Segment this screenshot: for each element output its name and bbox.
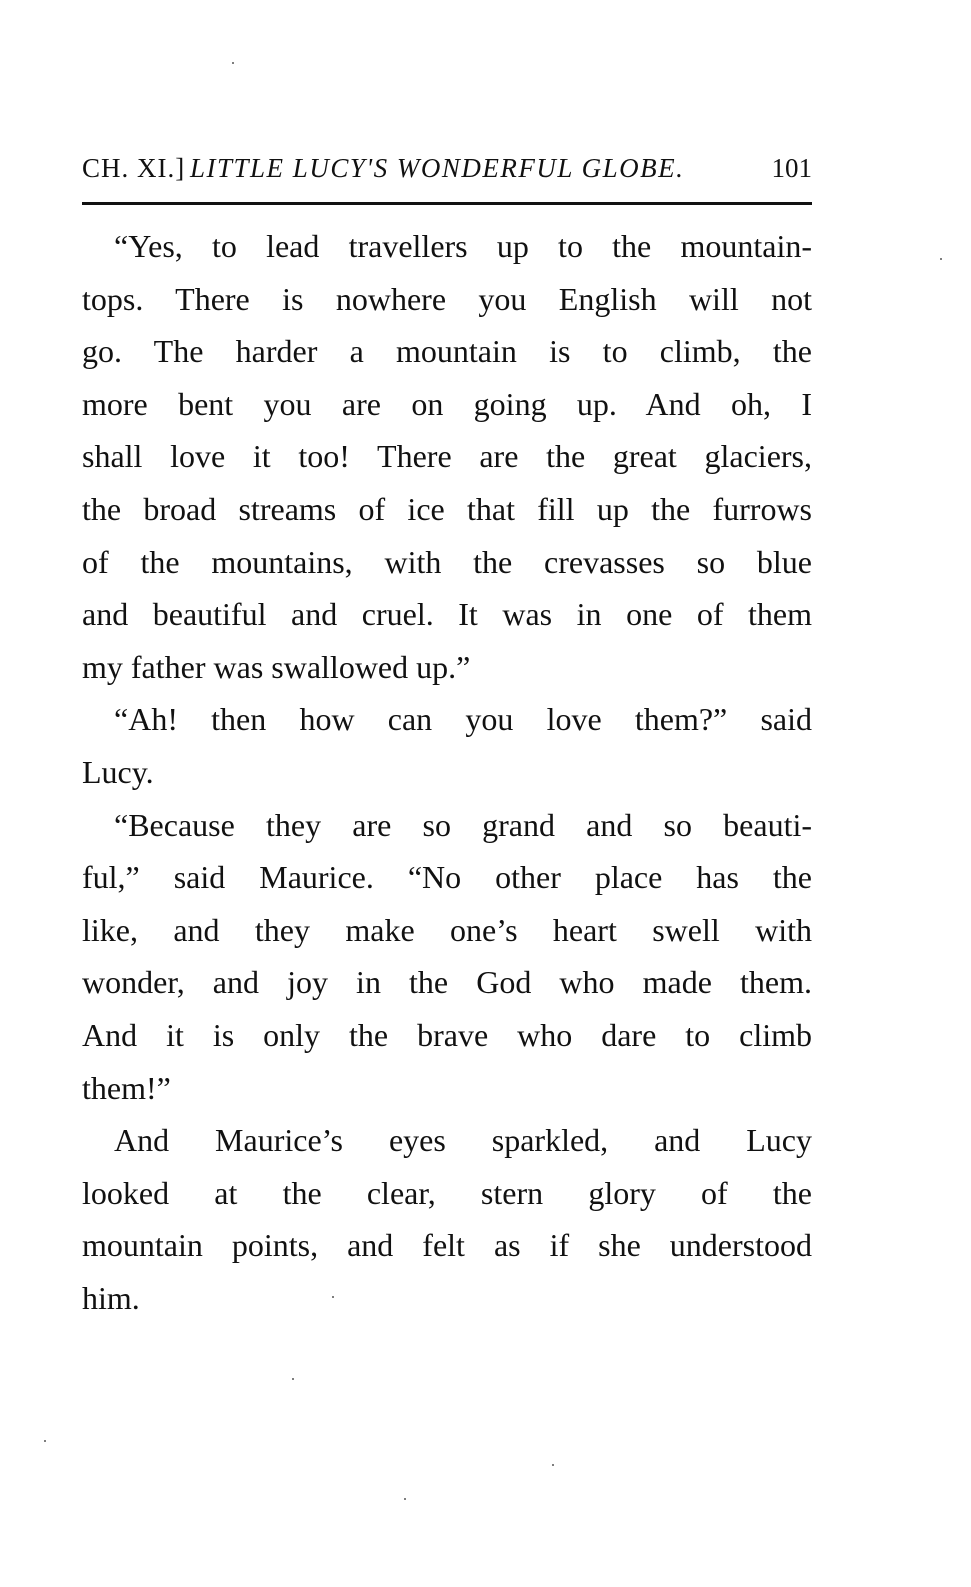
running-title: LITTLE LUCY'S WONDERFUL GLOBE. xyxy=(190,153,685,183)
chapter-label: CH. XI.] xyxy=(82,153,186,183)
scan-speck xyxy=(940,258,942,260)
text-line: “Ah! then how can you love them?” said xyxy=(114,701,812,738)
text-line: Lucy. xyxy=(82,753,154,790)
text-line: And Maurice’s eyes sparkled, and Lucy xyxy=(114,1122,812,1159)
text-line: shall love it too! There are the great glaciers, xyxy=(82,438,812,475)
text-line: my father was swallowed up.” xyxy=(82,648,471,685)
page-number: 101 xyxy=(771,153,812,183)
text-line: “Yes, to lead travellers up to the mountain- xyxy=(114,228,812,264)
text-line: wonder, and joy in the God who made them. xyxy=(82,964,812,1001)
text-line: “Because they are so grand and so beauti- xyxy=(114,806,812,843)
text-line: him. xyxy=(82,1279,140,1316)
text-line: the broad streams of ice that fill up the furrows xyxy=(82,490,812,527)
text-line: go. The harder a mountain is to climb, the xyxy=(82,333,812,370)
scan-speck xyxy=(404,1498,406,1500)
text-line: ful,” said Maurice. “No other place has the xyxy=(82,859,812,896)
text-line: And it is only the brave who dare to climb xyxy=(82,1016,812,1053)
body-text xyxy=(82,220,812,1324)
scan-speck xyxy=(44,1440,46,1442)
text-line: of the mountains, with the crevasses so blue xyxy=(82,543,812,580)
header-rule xyxy=(82,202,812,205)
scan-speck xyxy=(292,1378,294,1380)
text-line: tops. There is nowhere you English will not xyxy=(82,280,812,317)
text-line: more bent you are on going up. And oh, I xyxy=(82,385,812,422)
text-line: looked at the clear, stern glory of the xyxy=(82,1174,812,1211)
scan-speck xyxy=(232,62,234,64)
text-line: them!” xyxy=(82,1069,171,1106)
scan-speck xyxy=(552,1464,554,1466)
text-line: mountain points, and felt as if she understood xyxy=(82,1227,812,1264)
text-line: and beautiful and cruel. It was in one of them xyxy=(82,596,812,633)
scan-speck xyxy=(332,1296,334,1298)
text-line: like, and they make one’s heart swell with xyxy=(82,911,812,948)
page-header xyxy=(82,148,812,188)
